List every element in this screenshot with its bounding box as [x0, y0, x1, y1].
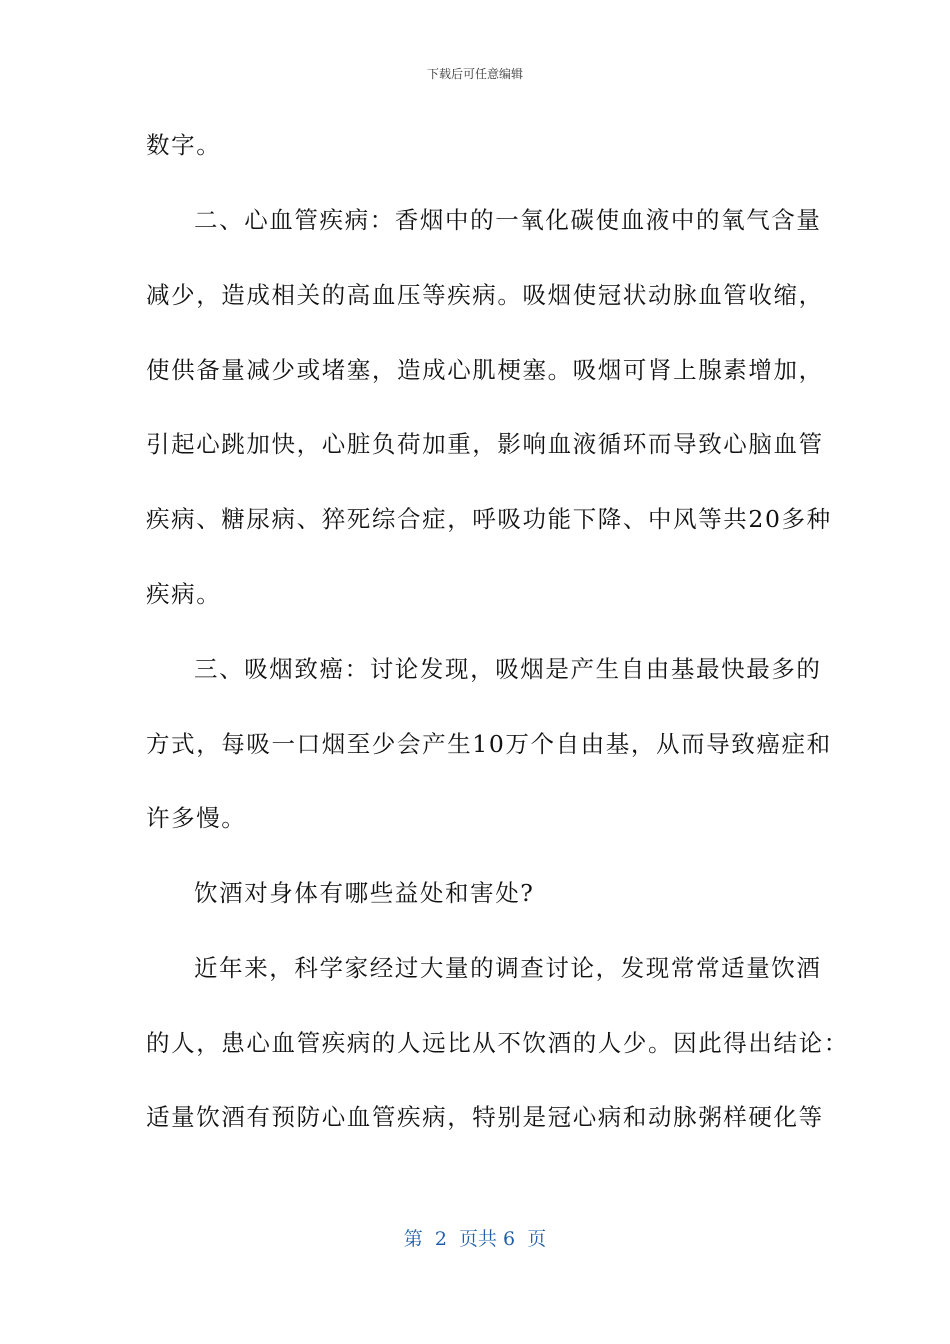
body-line: 疾病。 [146, 580, 222, 608]
page-number-footer: 第 2 页共 6 页 [403, 1228, 547, 1250]
body-line: 方式，每吸一口烟至少会产生10万个自由基，从而导致癌症和 [146, 730, 832, 758]
body-line: 的人，患心血管疾病的人远比从不饮酒的人少。因此得出结论： [146, 1029, 849, 1057]
page-header: 下载后可任意编辑 [426, 67, 523, 81]
body-line: 近年来，科学家经过大量的调查讨论，发现常常适量饮酒 [194, 954, 822, 982]
body-line: 适量饮酒有预防心血管疾病，特别是冠心病和动脉粥样硬化等 [146, 1103, 824, 1131]
body-line: 减少，造成相关的高血压等疾病。吸烟使冠状动脉血管收缩， [146, 281, 824, 309]
body-line: 使供备量减少或堵塞，造成心肌梗塞。吸烟可肾上腺素增加， [146, 356, 824, 384]
body-line: 三、吸烟致癌：讨论发现，吸烟是产生自由基最快最多的 [194, 655, 822, 683]
body-line: 引起心跳加快，心脏负荷加重，影响血液循环而导致心脑血管 [146, 430, 824, 458]
body-line: 疾病、糖尿病、猝死综合症，呼吸功能下降、中风等共20多种 [146, 505, 832, 533]
section-question: 饮酒对身体有哪些益处和害处? [194, 879, 535, 907]
body-line: 许多慢。 [146, 804, 247, 832]
body-line: 二、心血管疾病：香烟中的一氧化碳使血液中的氧气含量 [194, 206, 822, 234]
body-line: 数字。 [146, 131, 222, 159]
